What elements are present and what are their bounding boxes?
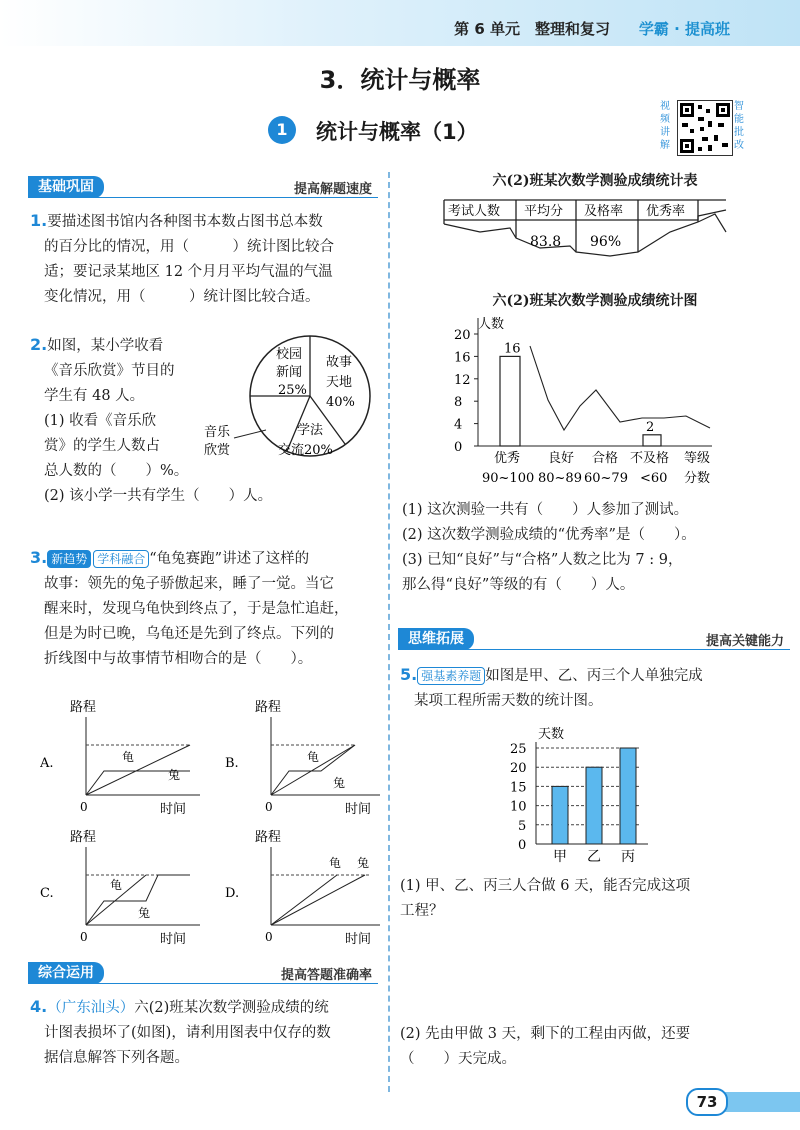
banner-extension-sub: 提高关键能力 — [705, 634, 784, 649]
x-tick-label: 80~89 — [538, 471, 582, 486]
y-tick-label: 20 — [510, 761, 527, 777]
table-header: 及格率 — [584, 204, 624, 219]
pie-label: 故事 — [326, 355, 353, 370]
pie-label: 音乐 — [204, 425, 231, 440]
pie-chart — [200, 330, 380, 480]
q3-number: 3. — [30, 548, 48, 567]
pie-label: 学法 — [297, 423, 324, 438]
x-tick-label: <60 — [640, 471, 668, 486]
axis-y-label: 路程 — [70, 830, 97, 845]
x-tick-label: 不及格 — [630, 451, 670, 466]
turtle-label: 龟 — [307, 750, 320, 764]
q3-line: “龟兔赛跑”讲述了这样的 — [149, 551, 310, 567]
page-header — [0, 0, 800, 46]
question-4-parts — [402, 498, 792, 598]
pie-label: 天地 — [326, 375, 353, 390]
origin-label: 0 — [80, 800, 88, 814]
q2-line: 总人数的（ ）%。 — [44, 463, 189, 479]
question-5 — [400, 662, 792, 714]
qr-code-icon — [678, 101, 732, 155]
q3-badge-trend: 新趋势 — [47, 550, 91, 568]
banner-basic-sub: 提高解题速度 — [293, 182, 372, 197]
q5-number: 5. — [400, 665, 418, 684]
q4-line: 六(2)班某次数学测验成绩的统 — [134, 1000, 329, 1016]
pie-pointer — [234, 430, 266, 438]
q2-line: (2) 该小学一共有学生（ ）人。 — [44, 488, 273, 504]
q2-line: 学生有 48 人。 — [44, 388, 145, 404]
table-header: 优秀率 — [646, 204, 686, 219]
graph-c[interactable] — [40, 830, 200, 947]
x-tick-label: 60~79 — [584, 471, 628, 486]
q2-line: (1) 收看《音乐欣 — [44, 413, 157, 429]
q2-line: 如图，某小学收看 — [47, 338, 164, 354]
option-label: C. — [40, 886, 54, 901]
turtle-line — [271, 875, 337, 925]
q4-number: 4. — [30, 997, 48, 1016]
bar-data-label: 16 — [504, 341, 521, 357]
graph-d[interactable] — [225, 830, 380, 947]
q5-part1-line: (1) 甲、乙、丙三人合做 6 天，能否完成这项 — [400, 878, 691, 894]
q3-badge-subject: 学科融合 — [93, 550, 149, 568]
axis-x-label: 时间 — [345, 932, 372, 947]
x-tick-label: 90~100 — [482, 471, 535, 486]
banner-basic-tag: 基础巩固 — [28, 176, 104, 198]
chart-torn-edge — [530, 346, 710, 430]
bar-data-label: 2 — [646, 419, 655, 435]
q3-line: 故事：领先的兔子骄傲起来，睡了一觉。当它 — [44, 576, 334, 592]
page-title: 3．统计与概率 — [319, 66, 481, 94]
page-number: 73 — [686, 1088, 728, 1116]
turtle-label: 龟 — [110, 878, 123, 892]
q5-line: 某项工程所需天数的统计图。 — [414, 693, 603, 709]
x-tick-label: 合格 — [592, 451, 619, 466]
qr-video-label: 视频讲解 — [660, 101, 670, 151]
origin-label: 0 — [80, 930, 88, 944]
table-cell: 96% — [590, 234, 622, 250]
pie-label: 新闻 — [276, 365, 303, 380]
q1-number: 1. — [30, 211, 48, 230]
q4-part: (3) 已知“良好”与“合格”人数之比为 7 : 9， — [402, 552, 683, 568]
table-cell: 83.8 — [530, 234, 562, 250]
banner-comprehensive-tag: 综合运用 — [28, 962, 104, 984]
rabbit-line — [271, 875, 365, 925]
q5-part2-line: （ ）天完成。 — [400, 1051, 516, 1067]
bar — [620, 748, 636, 844]
question-1 — [30, 208, 380, 310]
x-tick-label: 等级 — [684, 451, 711, 466]
column-divider — [388, 172, 390, 1092]
q1-line: 要描述图书馆内各种图书本数占图书总本数 — [47, 214, 323, 230]
q1-line: 变化情况，用（ ）统计图比较合适。 — [44, 289, 320, 305]
banner-comprehensive — [28, 962, 378, 984]
option-label: A. — [40, 756, 54, 771]
y-axis-label: 天数 — [538, 727, 565, 742]
bar — [586, 767, 602, 844]
chart1-title: 六(2)班某次数学测验成绩统计图 — [492, 293, 698, 309]
y-tick-label: 15 — [510, 780, 527, 796]
x-tick-label: 丙 — [621, 849, 635, 865]
origin-label: 0 — [265, 930, 273, 944]
page-footer-bar — [724, 1092, 800, 1112]
y-tick-label: 16 — [454, 350, 471, 366]
y-tick-label: 0 — [518, 838, 527, 853]
table-header: 考试人数 — [448, 204, 501, 219]
rabbit-label: 兔 — [168, 768, 181, 782]
y-axis-label: 人数 — [478, 317, 505, 332]
q4-part: (2) 这次数学测验成绩的“优秀率”是（ ）。 — [402, 527, 696, 543]
origin-label: 0 — [265, 800, 273, 814]
q4-part: (1) 这次测验一共有（ ）人参加了测试。 — [402, 502, 689, 518]
banner-basic — [28, 176, 378, 198]
y-tick-label: 10 — [510, 799, 527, 815]
turtle-label: 龟 — [122, 750, 135, 764]
axis-x-label: 时间 — [160, 932, 187, 947]
q5-badge: 强基素养题 — [417, 667, 485, 685]
option-label: B. — [225, 756, 239, 771]
q1-line: 的百分比的情况，用（ ）统计图比较合 — [44, 239, 334, 255]
q5-part2-line: (2) 先由甲做 3 天，剩下的工程由丙做，还要 — [400, 1026, 691, 1042]
q4-line: 据信息解答下列各题。 — [44, 1050, 189, 1066]
section-number: 1 — [268, 116, 296, 144]
axis-y-label: 路程 — [255, 700, 282, 715]
x-tick-label: 甲 — [553, 849, 567, 865]
qr-grading-label: 智能批改 — [734, 101, 744, 151]
bar — [552, 786, 568, 844]
q3-graphs — [40, 695, 380, 955]
q2-line: 赏》的学生人数占 — [44, 438, 160, 454]
pie-label: 交流20% — [278, 443, 333, 458]
q4-part: 那么得“良好”等级的有（ ）人。 — [402, 577, 635, 593]
turtle-label: 龟 — [329, 856, 342, 870]
x-axis-label: 分数 — [684, 471, 711, 486]
banner-extension-tag: 思维拓展 — [398, 628, 474, 650]
pie-label: 欣赏 — [204, 443, 231, 458]
x-tick-label: 优秀 — [494, 451, 521, 466]
y-tick-label: 0 — [454, 440, 463, 455]
q2-line: 《音乐欣赏》节目的 — [44, 363, 175, 379]
y-tick-label: 20 — [454, 328, 471, 343]
rabbit-label: 兔 — [333, 776, 346, 790]
axis-x-label: 时间 — [160, 802, 187, 817]
x-tick-label: 乙 — [587, 849, 601, 865]
y-tick-label: 25 — [510, 742, 527, 757]
q4-line: 计图表损坏了(如图)，请利用图表中仅存的数 — [44, 1025, 331, 1041]
rabbit-label: 兔 — [138, 906, 151, 920]
q4-source: （广东汕头） — [47, 1000, 135, 1016]
option-label: D. — [225, 886, 240, 901]
y-tick-label: 12 — [454, 372, 471, 388]
score-table — [440, 192, 740, 262]
graph-a[interactable] — [40, 700, 200, 817]
q3-line: 折线图中与故事情节相吻合的是（ ）。 — [44, 651, 313, 667]
question-3 — [30, 545, 384, 672]
x-tick-label: 良好 — [548, 451, 575, 466]
unit-label: 第 6 单元 整理和复习 — [454, 20, 610, 38]
score-bar-chart — [420, 310, 730, 490]
axis-y-label: 路程 — [255, 830, 282, 845]
q3-line: 但是为时已晚，乌龟还是先到了终点。下列的 — [44, 626, 334, 642]
q5-part2 — [400, 1022, 792, 1072]
question-4 — [30, 994, 384, 1071]
pie-label: 25% — [278, 383, 307, 398]
axis-x-label: 时间 — [345, 802, 372, 817]
table-header: 平均分 — [524, 204, 564, 219]
q3-line: 醒来时，发现乌龟快到终点了，于是急忙追赶， — [44, 601, 349, 617]
table-title: 六(2)班某次数学测验成绩统计表 — [492, 173, 698, 189]
rabbit-label: 兔 — [357, 856, 370, 870]
y-tick-label: 8 — [454, 395, 463, 411]
series-label: 学霸 · 提高班 — [638, 20, 730, 38]
bar — [500, 356, 520, 446]
bar — [643, 435, 661, 446]
y-tick-label: 4 — [454, 417, 463, 433]
pie-label: 校园 — [276, 347, 303, 362]
banner-extension — [398, 628, 790, 650]
graph-b[interactable] — [225, 700, 380, 817]
days-bar-chart — [500, 722, 660, 867]
qr-code[interactable] — [677, 100, 733, 156]
axis-y-label: 路程 — [70, 700, 97, 715]
q5-line: 如图是甲、乙、丙三个人单独完成 — [485, 668, 703, 684]
banner-comprehensive-sub: 提高答题准确率 — [280, 968, 372, 983]
q1-line: 适；要记录某地区 12 个月月平均气温的气温 — [44, 264, 333, 280]
q5-part1 — [400, 874, 792, 924]
pie-label: 40% — [326, 395, 355, 410]
section-title: 统计与概率（1） — [316, 120, 478, 144]
y-tick-label: 5 — [518, 818, 527, 834]
q2-number: 2. — [30, 335, 48, 354]
q5-part1-line: 工程？ — [400, 903, 444, 919]
